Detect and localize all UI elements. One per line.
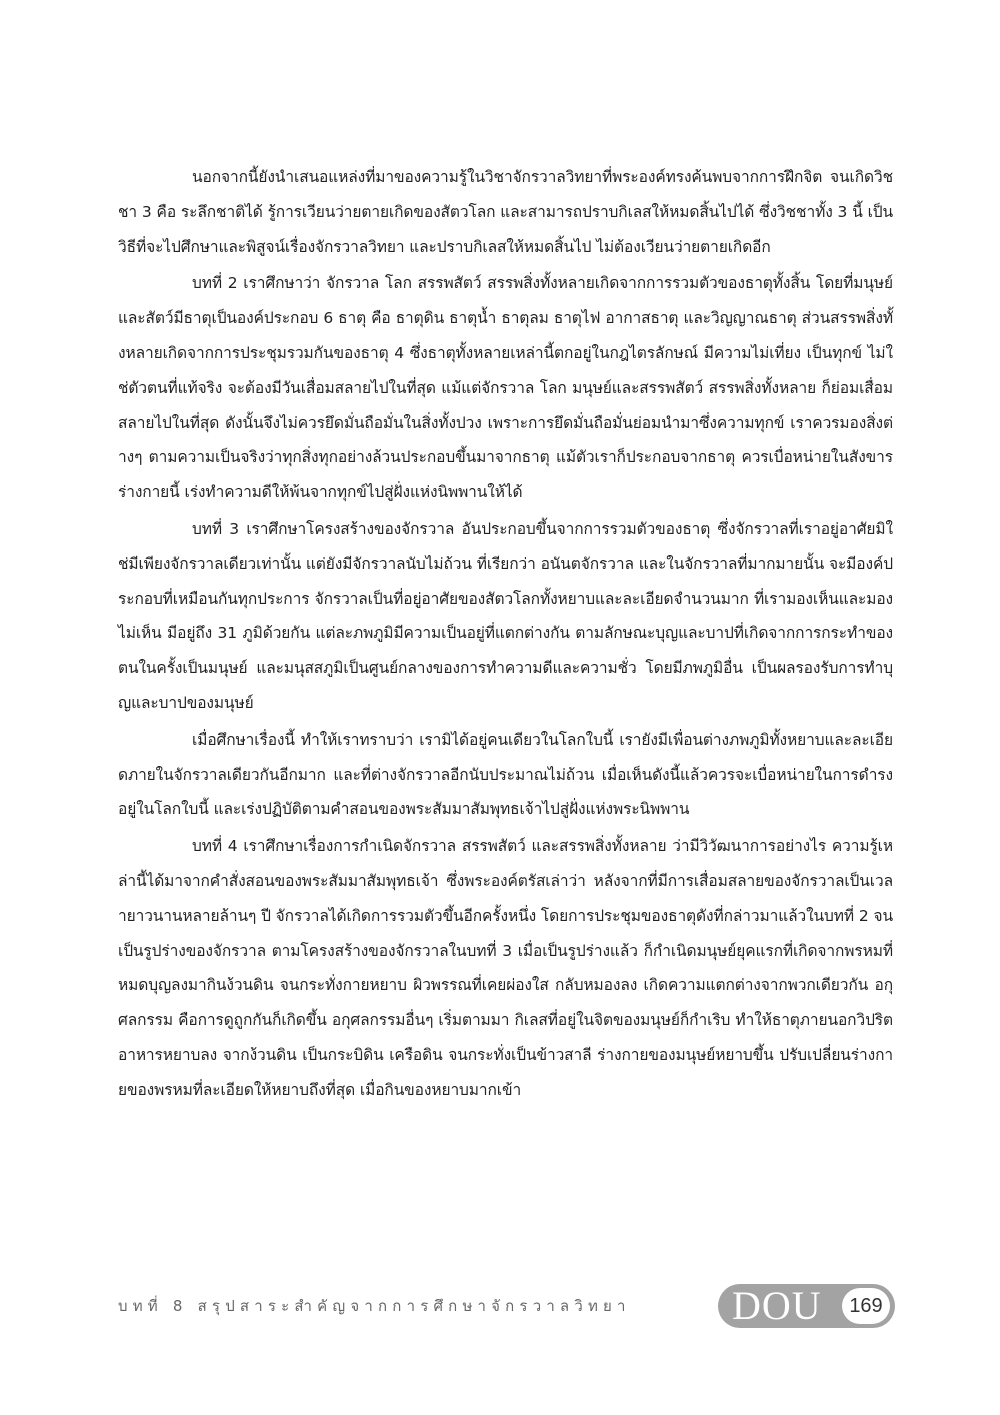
paragraph-chapter-2: บทที่ 2 เราศึกษาว่า จักรวาล โลก สรรพสัตว์ สรรพสิ่งทั้งหลายเกิดจากการรวมตัวของธาตุทั้งสิ้น โดยที่มนุษย์และสัตว์มีธาตุเป็นองค์ประกอบ 6 ธาตุ คือ ธาตุดิน ธาตุน้ำ ธาตุลม ธาตุไฟ อากาสธาตุ และวิญญาณธาตุ ส่วนสรรพสิ่งทั้งหลายเกิดจากการประชุมรวมกันของธาตุ 4 ซึ่งธาตุทั้งหลายเหล่านี้ตกอยู่ในกฎไตรลักษณ์ มีความไม่เที่ยง เป็นทุกข์ ไม่ใช่ตัวตนที่แท้จริง จะต้องมีวันเสื่อมสลายไปในที่สุด แม้แต่จักรวาล โลก มนุษย์และสรรพสัตว์ สรรพสิ่งทั้งหลาย ก็ย่อมเสื่อมสลายไปในที่สุด ดังนั้นจึงไม่ควรยึดมั่นถือมั่นในสิ่งทั้งปวง เพราะการยึดมั่นถือมั่นย่อมนำมาซึ่งความทุกข์ เราควรมองสิ่งต่างๆ ตามความเป็นจริงว่าทุกสิ่งทุกอย่างล้วนประกอบขึ้นมาจากธาตุ แม้ตัวเราก็ประกอบจากธาตุ ควรเบื่อหน่ายในสังขารร่างกายนี้ เร่งทำความดีให้พ้นจากทุกข์ไปสู่ฝั่งแห่งนิพพานให้ได้ — [118, 274, 893, 502]
paragraph-chapter-4: บทที่ 4 เราศึกษาเรื่องการกำเนิดจักรวาล สรรพสัตว์ และสรรพสิ่งทั้งหลาย ว่ามีวิวัฒนาการอย่างไร ความรู้เหล่านี้ได้มาจากคำสั่งสอนของพระสัมมาสัมพุทธเจ้า ซึ่งพระองค์ตรัสเล่าว่า หลังจากที่มีการเสื่อมสลายของจักรวาลเป็นเวลายาวนานหลายล้านๆ ปี จักรวาลได้เกิดการรวมตัวขึ้นอีกครั้งหนึ่ง โดยการประชุมของธาตุดังที่กล่าวมาแล้วในบทที่ 2 จนเป็นรูปร่างของจักรวาล ตามโครงสร้างของจักรวาลในบทที่ 3 เมื่อเป็นรูปร่างแล้ว ก็กำเนิดมนุษย์ยุคแรกที่เกิดจากพรหมที่หมดบุญลงมากินง้วนดิน จนกระทั่งกายหยาบ ผิวพรรณที่เคยผ่องใส กลับหมองลง เกิดความแตกต่างจากพวกเดียวกัน อกุศลกรรม คือการดูถูกกันก็เกิดขึ้น อกุศลกรรมอื่นๆ เริ่มตามมา กิเลสที่อยู่ในจิตของมนุษย์ก็กำเริบ ทำให้ธาตุภายนอกวิปริต อาหารหยาบลง จากง้วนดิน เป็นกระบิดิน เครือดิน จนกระทั่งเป็นข้าวสาลี ร่างกายของมนุษย์หยาบขึ้น ปรับเปลี่ยนร่างกายของพรหมที่ละเอียดให้หยาบถึงที่สุด เมื่อกินของหยาบมากเข้า — [118, 837, 893, 1099]
footer-chapter-title: บทที่ 8 สรุปสาระสำคัญจากการศึกษาจักรวาลวิทยา — [118, 1297, 631, 1315]
page-number: 169 — [842, 1288, 890, 1324]
document-body — [118, 160, 893, 1110]
paragraph-intro: นอกจากนี้ยังนำเสนอแหล่งที่มาของความรู้ในวิชาจักรวาลวิทยาที่พระองค์ทรงค้นพบจากการฝึกจิต จนเกิดวิชชา 3 คือ ระลึกชาติได้ รู้การเวียนว่ายตายเกิดของสัตวโลก และสามารถปราบกิเลสให้หมดสิ้นไปได้ ซึ่งวิชชาทั้ง 3 นี้ เป็นวิธีที่จะไปศึกษาและพิสูจน์เรื่องจักรวาลวิทยา และปราบกิเลสให้หมดสิ้นไป ไม่ต้องเวียนว่ายตายเกิดอีก — [118, 168, 893, 256]
dou-badge — [718, 1284, 895, 1328]
dou-logo: DOU — [732, 1283, 822, 1328]
paragraph-chapter-3-reflection: เมื่อศึกษาเรื่องนี้ ทำให้เราทราบว่า เรามิได้อยู่คนเดียวในโลกใบนี้ เรายังมีเพื่อนต่างภพภูมิทั้งหยาบและละเอียดภายในจักรวาลเดียวกันอีกมาก และที่ต่างจักรวาลอีกนับประมาณไม่ถ้วน เมื่อเห็นดังนี้แล้วควรจะเบื่อหน่ายในการดำรงอยู่ในโลกใบนี้ และเร่งปฏิบัติตามคำสอนของพระสัมมาสัมพุทธเจ้าไปสู่ฝั่งแห่งพระนิพพาน — [118, 730, 893, 819]
page-footer — [118, 1282, 898, 1332]
paragraph-chapter-3: บทที่ 3 เราศึกษาโครงสร้างของจักรวาล อันประกอบขึ้นจากการรวมตัวของธาตุ ซึ่งจักรวาลที่เราอยู่อาศัยมิใช่มีเพียงจักรวาลเดียวเท่านั้น แต่ยังมีจักรวาลนับไม่ถ้วน ที่เรียกว่า อนันตจักรวาล และในจักรวาลที่มากมายนั้น จะมีองค์ประกอบที่เหมือนกันทุกประการ จักรวาลเป็นที่อยู่อาศัยของสัตวโลกทั้งหยาบและละเอียดจำนวนมาก ที่เรามองเห็นและมองไม่เห็น มีอยู่ถึง 31 ภูมิด้วยกัน แต่ละภพภูมิมีความเป็นอยู่ที่แตกต่างกัน ตามลักษณะบุญและบาปที่เกิดจากการกระทำของตนในครั้งเป็นมนุษย์ และมนุสสภูมิเป็นศูนย์กลางของการทำความดีและความชั่ว โดยมีภพภูมิอื่น เป็นผลรองรับการทำบุญและบาปของมนุษย์ — [118, 519, 893, 712]
